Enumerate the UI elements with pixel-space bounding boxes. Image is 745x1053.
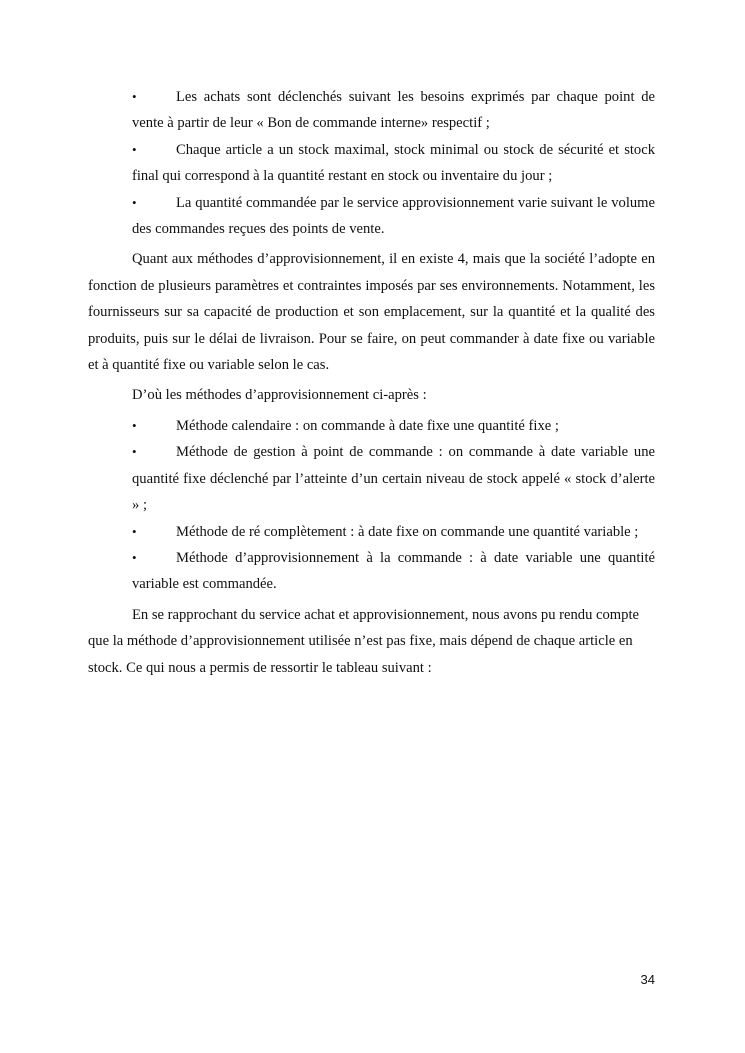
list-item-text: Méthode d’approvisionnement à la commande : à date variable une quantité variable est commandée. xyxy=(132,549,655,593)
bullet-icon: • xyxy=(132,141,137,157)
list-item xyxy=(132,190,655,243)
bullet-icon: • xyxy=(132,444,137,460)
list-item xyxy=(132,439,655,518)
list-item-text: Méthode de gestion à point de commande : on commande à date variable une quantité fixe déclenché par l’atteinte d’un certain niveau de stock appelé « stock d’alerte » ; xyxy=(132,444,655,514)
list-item-text: Les achats sont déclenchés suivant les besoins exprimés par chaque point de vente à partir de leur « Bon de commande interne» respectif ; xyxy=(132,89,655,132)
supply-methods-paragraph: Quant aux méthodes d’approvisionnement, il en existe 4, mais que la société l’adopte en fonction de plusieurs paramètres et contraintes imposés par ses environnements. Notamment, les fournisseurs sur sa capacité de production et son emplacement, sur la quantité et la qualité des produits, puis sur le délai de livraison. Pour se faire, on peut commander à date fixe ou variable et à quantité fixe ou variable selon le cas. xyxy=(88,251,655,374)
methods-intro: D’où les méthodes d’approvisionnement ci-après : xyxy=(132,387,427,404)
list-item-text: Méthode calendaire : on commande à date fixe une quantité fixe ; xyxy=(176,417,559,434)
supply-methods-list xyxy=(88,413,655,598)
list-item xyxy=(132,519,655,545)
page-number: 34 xyxy=(640,972,655,987)
bullet-icon: • xyxy=(132,194,137,210)
bullet-icon: • xyxy=(132,523,137,539)
list-item xyxy=(132,413,655,439)
list-item-text: Chaque article a un stock maximal, stock minimal ou stock de sécurité et stock final qui correspond à la quantité restant en stock ou inventaire du jour ; xyxy=(132,141,655,185)
purchasing-rules-list xyxy=(88,84,655,242)
bullet-icon: • xyxy=(132,417,137,433)
list-item-text: Méthode de ré complètement : à date fixe on commande une quantité variable ; xyxy=(176,523,639,540)
list-item xyxy=(132,545,655,598)
list-item-text: La quantité commandée par le service approvisionnement varie suivant le volume des commandes reçues des points de vente. xyxy=(132,194,655,238)
conclusion-paragraph: En se rapprochant du service achat et approvisionnement, nous avons pu rendu compte que la méthode d’approvisionnement utilisée n’est pas fixe, mais dépend de chaque article en stock. Ce qui nous a permis de ressortir le tableau suivant : xyxy=(88,606,639,676)
list-item xyxy=(132,84,655,137)
bullet-icon: • xyxy=(132,549,137,565)
bullet-icon: • xyxy=(132,89,137,104)
list-item xyxy=(132,137,655,190)
document-page xyxy=(88,84,655,685)
